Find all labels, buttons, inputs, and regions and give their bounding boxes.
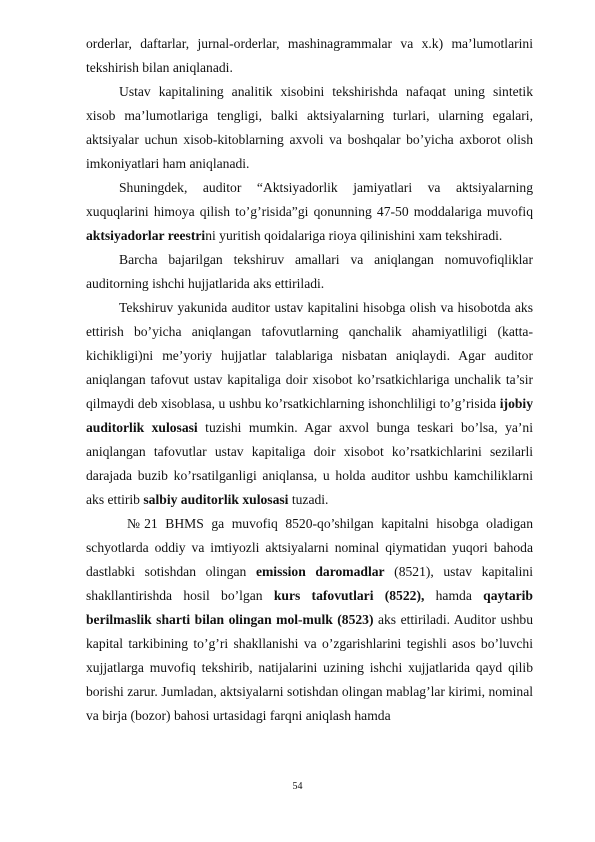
bold-term: qaytarib berilmaslik sharti bilan olingan mol-mulk (8523) [86,588,533,627]
text-run: Barcha bajarilgan tekshiruv amallari va aniqlangan nomuvofiqliklar auditorning ishchi hujjatlarida aks ettiriladi. [86,252,533,291]
text-run: Shuningdek, auditor “Aktsiyadorlik jamiyatlari va aktsiyalarning xuquqlarini himoya qilish to’g’risida”gi qonunning 47-50 moddalariga muvofiq [86,180,533,219]
bold-term: kurs tafovutlari (8522), [273,588,425,603]
paragraph-audit-conclusion [86,296,533,512]
paragraph-continuation [86,32,533,80]
text-run: tuzadi. [288,492,329,507]
text-run: tuzishi mumkin. Agar axvol bunga teskari bo’lsa, ya’ni aniqlangan tafovutlar ustav kapitaliga doir xisobot ko’rsatkichlarini sezilarli darajada buzib ko’rsatilganligi aniqlansa, u holda auditor ushbu kamchiliklarni aks ettirib [86,420,533,507]
text-run: aks ettiriladi. Auditor ushbu kapital tarkibining to’g’ri shakllanishi va o’zgarishlarini tegishli asos bo’luvchi xujjatlarga muvofiq tekshirib, natijalarini uzining ishchi xujjatlarida qayd qilib borishi zarur. Jumladan, aktsiyalarni sotishdan olingan mablag’lar kirimi, nominal va birja (bozor) bahosi urtasidagi farqni aniqlash hamda [86,612,533,723]
bold-term: emission daromadlar [255,564,385,579]
document-page [86,32,533,728]
text-run: №21 BHMS ga muvofiq 8520-qo’shilgan kapitalni hisobga oladigan schyotlarda oddiy va imtiyozli aktsiyalarni nominal qiymatidan yuqori bahoda dastlabki sotishdan olingan [86,516,533,579]
text-run: Ustav kapitalining analitik xisobini tekshirishda nafaqat uning sintetik xisob ma’lumotlariga tengligi, balki aktsiyalarning turlari, ularning egalari, aktsiyalar uchun xisob-kitoblarning axvoli va boshqalar bo’yicha axborot olish imkoniyatlari ham aniqlanadi. [86,84,533,171]
bold-term: salbiy auditorlik xulosasi [143,492,289,507]
paragraph-analytic-accounting [86,80,533,176]
text-run: ni yuritish qoidalariga rioya qilinishini xam tekshiradi. [205,228,503,243]
text-run: (8521), ustav kapitalini shakllantirishda hosil bo’lgan [86,564,533,603]
text-run: Tekshiruv yakunida auditor ustav kapitalini hisobga olish va hisobotda aks ettirish bo’yicha aniqlangan tafovutlarning qanchalik ahamiyatliligi (katta-kichikligi)ni me’yoriy hujjatlar talablariga nisbatan aniqlaydi. Agar auditor aniqlangan tafovut ustav kapitaliga doir xisobot ko’rsatkichlariga unchalik ta’sir qilmaydi deb xisoblasa, u ushbu ko’rsatkichlarning ishonchliligi to’g’risida [86,300,533,411]
text-run: hamda [424,588,484,603]
paragraph-working-papers [86,248,533,296]
bold-term: ijobiy auditorlik xulosasi [86,396,533,435]
paragraph-additional-capital [86,512,533,728]
paragraph-shareholders-register [86,176,533,248]
text-run: orderlar, daftarlar, jurnal-orderlar, mashinagrammalar va x.k) ma’lumotlarini tekshirish bilan aniqlanadi. [86,36,533,75]
bold-term: aktsiyadorlar reestri [86,228,206,243]
page-number: 54 [292,781,303,792]
